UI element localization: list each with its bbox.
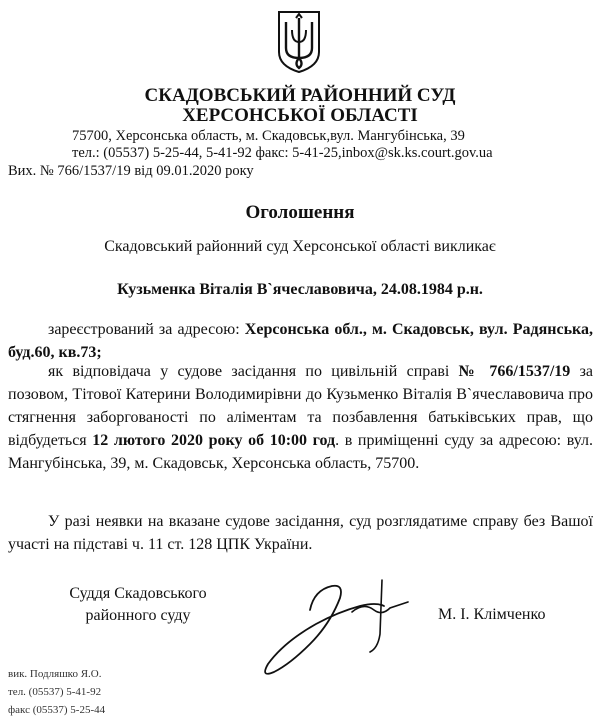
registration-prefix: зареєстрований за адресою:	[48, 321, 245, 338]
outgoing-number: Вих. № 766/1537/19 від 09.01.2020 року	[8, 163, 254, 179]
absence-text: У разі неявки на вказане судове засідання, суд розглядатиме справу без Вашої участі на підставі ч. 11 ст. 128 ЦПК України.	[8, 513, 593, 553]
absence-paragraph	[8, 510, 593, 556]
judge-title-line1: Суддя Скадовського	[69, 585, 207, 602]
registration-address: Херсонська обл., м. Скадовськ, вул. Радянська, буд.60, кв.73;	[8, 321, 594, 361]
summons-line: Скадовський районний суд Херсонської області викликає	[104, 238, 496, 255]
registration-paragraph	[8, 318, 593, 364]
summoned-person: Кузьменка Віталія В`ячеславовича, 24.08.1984 р.н.	[117, 281, 483, 298]
hearing-datetime: 12 лютого 2020 року об 10:00 год	[92, 432, 336, 449]
hearing-paragraph	[8, 360, 593, 475]
court-region: ХЕРСОНСЬКОЇ ОБЛАСТІ	[182, 105, 418, 126]
handwritten-signature	[232, 572, 432, 682]
trident-emblem-icon	[276, 8, 322, 74]
executor-name: вик. Подляшко Я.О.	[8, 668, 102, 680]
executor-fax: факс (05537) 5-25-44	[8, 704, 106, 716]
case-number: № 766/1537/19	[458, 363, 571, 380]
executor-phone: тел. (05537) 5-41-92	[8, 686, 102, 698]
court-address: 75700, Херсонська область, м. Скадовськ,вул. Мангубінська, 39	[72, 128, 465, 144]
court-contacts: тел.: (05537) 5-25-44, 5-41-92 факс: 5-41-25,inbox@sk.ks.court.gov.ua	[72, 145, 493, 161]
court-name: СКАДОВСЬКИЙ РАЙОННИЙ СУД	[144, 85, 456, 106]
executor-footer	[8, 665, 105, 719]
judge-title-line2: районного суду	[85, 607, 191, 624]
document-title: Оголошення	[245, 202, 355, 223]
judge-title	[58, 583, 218, 627]
hearing-text-3: . в приміщенні суду за адресою: вул. Мангубінська, 39, м. Скадовськ, Херсонська область, 75700.	[8, 432, 594, 472]
hearing-text-1: як відповідача у судове засідання по цивільній справі	[48, 363, 459, 380]
judge-name: М. І. Клімченко	[438, 606, 546, 623]
hearing-text-2: за позовом, Тітової Катерини Володимирівни до Кузьменко Віталія В`ячеславовича про стягнення заборгованості по аліментам та позбавлення батьківських прав, що відбудеться	[8, 363, 593, 449]
